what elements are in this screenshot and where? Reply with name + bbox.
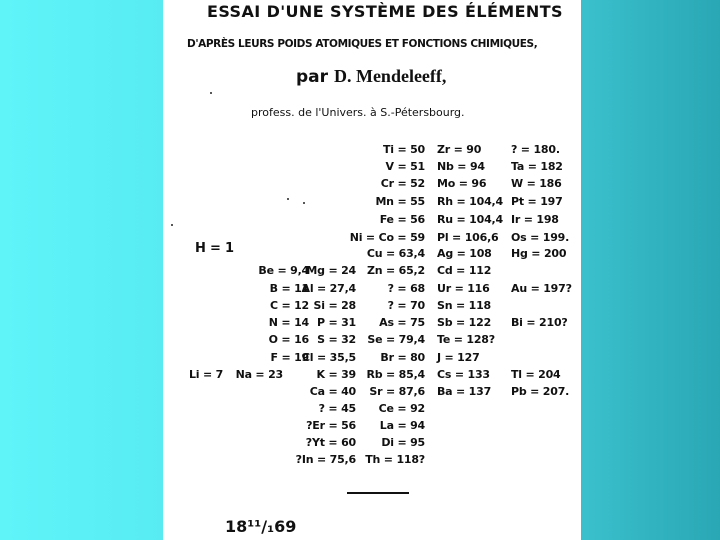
element-entry: Ir = 198 [511, 213, 559, 226]
element-entry: C = 12 [269, 299, 309, 312]
element-entry: Te = 128? [437, 333, 495, 346]
element-entry: Tl = 204 [511, 368, 561, 381]
element-entry: J = 127 [437, 351, 480, 364]
element-entry: S = 32 [317, 333, 356, 346]
element-entry: Ba = 137 [437, 385, 492, 398]
element-entry: ? = 180. [511, 143, 560, 156]
element-entry: Se = 79,4 [367, 333, 425, 346]
element-entry: Rb = 85,4 [366, 368, 425, 381]
element-entry: Ta = 182 [511, 160, 563, 173]
author-line [296, 66, 446, 87]
element-entry: Ti = 50 [382, 143, 425, 156]
element-entry: Bi = 210? [511, 316, 568, 329]
element-entry: Ur = 116 [437, 282, 490, 295]
author-name: D. Mendeleeff, [333, 66, 447, 86]
element-entry: Zr = 90 [437, 143, 482, 156]
element-entry: As = 75 [379, 316, 425, 329]
document-title: ESSAI D'UNE SYSTÈME DES ÉLÉMENTS [207, 2, 563, 21]
element-entry: ?Er = 56 [306, 419, 356, 432]
element-entry: Mg = 24 [306, 264, 356, 277]
element-entry: Ce = 92 [378, 402, 425, 415]
element-entry: Nb = 94 [437, 160, 485, 173]
element-entry: ?Yt = 60 [305, 436, 356, 449]
element-entry: Pt = 197 [511, 195, 563, 208]
element-entry: Th = 118? [365, 453, 425, 466]
element-entry: P = 31 [316, 316, 356, 329]
element-entry: Cs = 133 [437, 368, 490, 381]
speck-mark [287, 198, 289, 200]
element-entry: Di = 95 [381, 436, 425, 449]
element-entry: Os = 199. [511, 231, 570, 244]
document-page [163, 0, 581, 540]
element-entry: ?In = 75,6 [295, 453, 356, 466]
element-entry: Cd = 112 [437, 264, 492, 277]
element-entry: Ag = 108 [437, 247, 492, 260]
element-entry: Na = 23 [235, 368, 283, 381]
element-entry: Si = 28 [313, 299, 356, 312]
element-entry: Cu = 63,4 [366, 247, 425, 260]
element-entry: Zn = 65,2 [366, 264, 425, 277]
element-entry: V = 51 [385, 160, 425, 173]
element-entry: Mn = 55 [375, 195, 425, 208]
element-entry: Be = 9,4 [258, 264, 309, 277]
element-entry: Fe = 56 [379, 213, 425, 226]
element-entry: Cl = 35,5 [301, 351, 356, 364]
element-entry: Li = 7 [189, 368, 224, 381]
element-entry: Au = 197? [511, 282, 572, 295]
element-entry: K = 39 [316, 368, 356, 381]
element-entry: Mo = 96 [437, 177, 487, 190]
element-entry: Al = 27,4 [301, 282, 356, 295]
speck-mark [210, 92, 212, 94]
element-entry: N = 14 [268, 316, 309, 329]
speck-mark [171, 224, 173, 226]
author-affiliation: profess. de l'Univers. à S.-Pétersbourg. [251, 106, 465, 119]
element-entry: Pb = 207. [511, 385, 570, 398]
element-entry: ? = 45 [318, 402, 356, 415]
element-entry: Sb = 122 [437, 316, 492, 329]
horizontal-rule [347, 492, 409, 494]
element-entry: Ca = 40 [309, 385, 356, 398]
speck-mark [303, 202, 305, 204]
element-entry: H = 1 [195, 241, 234, 256]
document-date: 18¹¹/₁69 [225, 517, 297, 536]
element-entry: Br = 80 [380, 351, 425, 364]
element-entry: Hg = 200 [511, 247, 567, 260]
element-entry: Cr = 52 [380, 177, 425, 190]
element-entry: Rh = 104,4 [437, 195, 503, 208]
element-entry: Ru = 104,4 [437, 213, 503, 226]
element-entry: W = 186 [511, 177, 562, 190]
author-prefix: par [296, 67, 329, 87]
element-entry: O = 16 [268, 333, 309, 346]
element-entry: Sr = 87,6 [369, 385, 425, 398]
element-entry: F = 19 [270, 351, 309, 364]
element-entry: ? = 70 [387, 299, 425, 312]
document-subtitle: D'APRÈS LEURS POIDS ATOMIQUES ET FONCTIONS CHIMIQUES, [187, 38, 538, 50]
element-entry: La = 94 [379, 419, 425, 432]
element-entry: Ni = Co = 59 [349, 231, 425, 244]
element-entry: Sn = 118 [437, 299, 491, 312]
element-entry: Pl = 106,6 [437, 231, 499, 244]
element-entry: B = 11 [269, 282, 309, 295]
element-entry: ? = 68 [387, 282, 425, 295]
